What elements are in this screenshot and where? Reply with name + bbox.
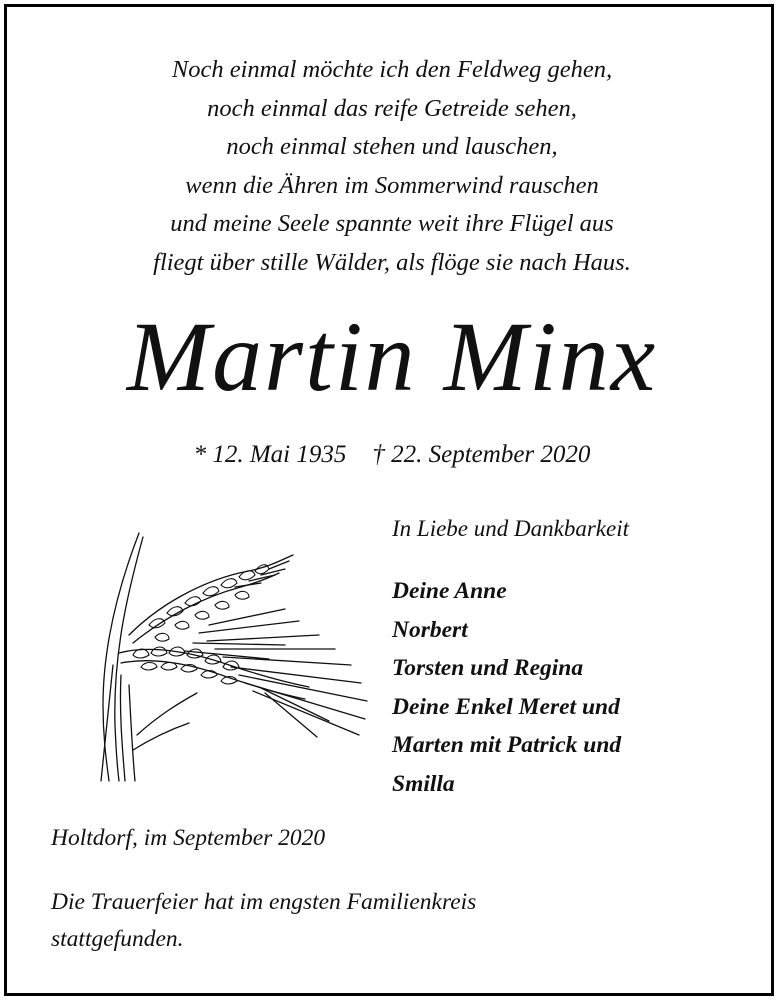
poem-line: fliegt über stille Wälder, als flöge sie nach Haus. bbox=[153, 248, 631, 276]
obituary-frame bbox=[4, 4, 774, 996]
wheat-ears-icon bbox=[89, 525, 379, 787]
dedication: In Liebe und Dankbarkeit bbox=[392, 516, 629, 541]
poem-line: noch einmal stehen und lauschen, bbox=[226, 133, 558, 160]
notice-line: stattgefunden. bbox=[51, 926, 184, 952]
mourner-line: Deine Enkel Meret und bbox=[392, 693, 620, 720]
mourners-list bbox=[392, 572, 621, 803]
life-dates bbox=[7, 439, 777, 471]
mourner-line: Deine Anne bbox=[392, 578, 507, 604]
mourner-line: Norbert bbox=[392, 616, 468, 643]
deceased-name: Martin Minx bbox=[126, 301, 658, 412]
death-date: † 22. September 2020 bbox=[372, 441, 591, 468]
mourner-line: Marten mit Patrick und bbox=[392, 732, 622, 758]
poem-line: wenn die Ähren im Sommerwind rauschen bbox=[185, 171, 599, 199]
poem-line: und meine Seele spannte weit ihre Flügel aus bbox=[170, 210, 614, 237]
birth-date: * 12. Mai 1935 bbox=[193, 441, 347, 468]
mourner-line: Torsten und Regina bbox=[392, 655, 584, 681]
funeral-notice bbox=[51, 884, 476, 958]
place-date: Holtdorf, im September 2020 bbox=[51, 825, 326, 851]
poem-line: noch einmal das reife Getreide sehen, bbox=[207, 94, 577, 122]
notice-line: Die Trauerfeier hat im engsten Familienkreis bbox=[51, 889, 477, 915]
mourner-line: Smilla bbox=[392, 770, 455, 797]
poem bbox=[7, 51, 777, 282]
poem-line: Noch einmal möchte ich den Feldweg gehen, bbox=[171, 56, 613, 83]
